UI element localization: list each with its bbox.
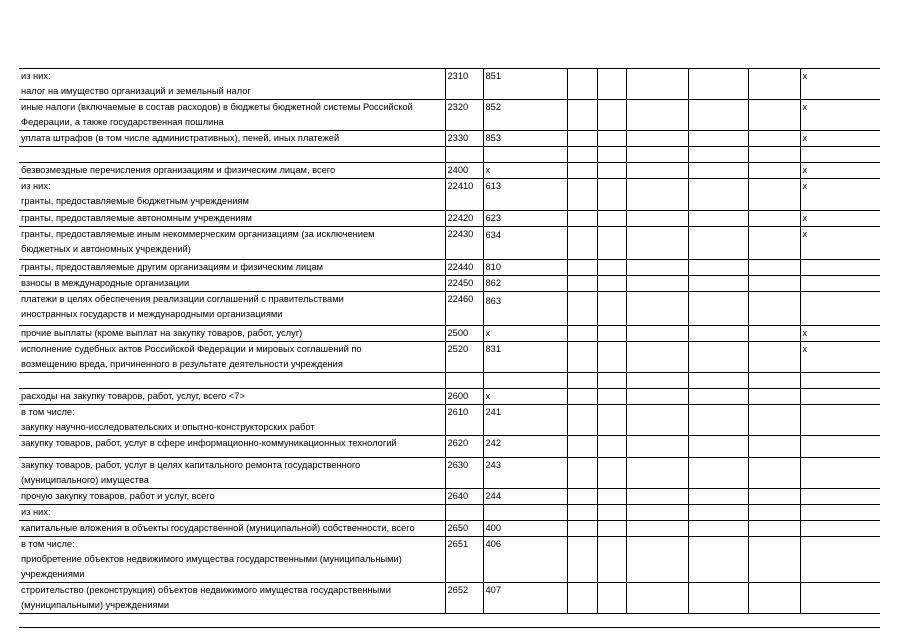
- row-empty-cell: [567, 405, 597, 436]
- row-kbk-cell: [483, 147, 567, 163]
- row-empty-cell: [597, 211, 626, 227]
- row-empty-cell: [688, 389, 748, 405]
- row-name-line: закупку товаров, работ, услуг в целях капитального ремонта государственного: [21, 460, 361, 470]
- row-empty-cell: [626, 389, 688, 405]
- row-empty-cell: [567, 179, 597, 211]
- row-empty-cell: [748, 276, 800, 292]
- row-empty-cell: [567, 211, 597, 227]
- table-body: [19, 69, 880, 614]
- table-row: [19, 373, 880, 389]
- row-empty-cell: [567, 537, 597, 583]
- row-last-cell: [800, 373, 880, 389]
- row-name-line: капитальные вложения в объекты государственной (муниципальной) собственности, всего: [21, 523, 415, 533]
- row-last-cell: x: [800, 211, 880, 227]
- row-name-cell: [19, 537, 445, 583]
- row-empty-cell: [688, 292, 748, 326]
- row-empty-cell: [567, 292, 597, 326]
- row-empty-cell: [626, 100, 688, 131]
- row-kbk-value: 400: [485, 523, 502, 533]
- table-row: [19, 583, 880, 614]
- row-empty-cell: [597, 227, 626, 260]
- row-empty-cell: [626, 326, 688, 342]
- row-name-line: в том числе:: [21, 407, 75, 417]
- row-kbk-cell: [483, 292, 567, 326]
- row-empty-cell: [597, 583, 626, 614]
- row-empty-cell: [688, 489, 748, 505]
- row-last-cell: [800, 505, 880, 521]
- row-empty-cell: [567, 583, 597, 614]
- row-code-cell: 2652: [445, 583, 483, 614]
- row-kbk-cell: [483, 521, 567, 537]
- row-kbk-cell: [483, 373, 567, 389]
- table-row: [19, 537, 880, 583]
- row-name-line: иностранных государств и международными организациями: [21, 309, 283, 319]
- row-name-line: прочие выплаты (кроме выплат на закупку товаров, работ, услуг): [21, 328, 303, 338]
- row-empty-cell: [597, 436, 626, 458]
- row-code-cell: 2320: [445, 100, 483, 131]
- row-empty-cell: [626, 342, 688, 373]
- row-empty-cell: [567, 260, 597, 276]
- row-kbk-value-second-line: 634: [485, 230, 502, 240]
- row-code-cell: 2400: [445, 163, 483, 179]
- row-empty-cell: [626, 163, 688, 179]
- row-kbk-cell: [483, 489, 567, 505]
- row-empty-cell: [748, 211, 800, 227]
- row-name-cell: [19, 227, 445, 260]
- row-kbk-cell: [483, 436, 567, 458]
- row-empty-cell: [688, 260, 748, 276]
- row-name-cell: [19, 489, 445, 505]
- row-last-cell: x: [800, 227, 880, 260]
- row-kbk-cell: [483, 131, 567, 147]
- row-kbk-value: 852: [485, 102, 502, 112]
- row-last-cell: [800, 405, 880, 436]
- row-empty-cell: [626, 179, 688, 211]
- row-code-cell: 22440: [445, 260, 483, 276]
- table-row: [19, 326, 880, 342]
- row-empty-cell: [626, 436, 688, 458]
- row-empty-cell: [748, 326, 800, 342]
- row-kbk-value: 851: [485, 71, 502, 81]
- table-row: [19, 147, 880, 163]
- row-kbk-value: 244: [485, 491, 502, 501]
- row-code-cell: 2500: [445, 326, 483, 342]
- row-name-cell: [19, 163, 445, 179]
- row-last-cell: [800, 147, 880, 163]
- row-last-cell: [800, 292, 880, 326]
- row-name-line: закупку товаров, работ, услуг в сфере информационно-коммуникационных технологий: [21, 438, 397, 448]
- row-empty-cell: [597, 69, 626, 100]
- row-empty-cell: [688, 326, 748, 342]
- row-empty-cell: [567, 326, 597, 342]
- row-kbk-cell: [483, 537, 567, 583]
- row-empty-cell: [748, 179, 800, 211]
- row-kbk-cell: [483, 505, 567, 521]
- row-name-line: гранты, предоставляемые иным некоммерческим организациям (за исключением: [21, 229, 375, 239]
- row-name-cell: [19, 292, 445, 326]
- row-code-cell: 2620: [445, 436, 483, 458]
- row-last-cell: x: [800, 342, 880, 373]
- row-name-line: платежи в целях обеспечения реализации соглашений с правительствами: [21, 294, 344, 304]
- row-name-cell: [19, 179, 445, 211]
- row-empty-cell: [567, 521, 597, 537]
- row-empty-cell: [597, 389, 626, 405]
- row-kbk-value-second-line: 863: [485, 296, 502, 306]
- table-row: [19, 131, 880, 147]
- row-code-cell: 22450: [445, 276, 483, 292]
- row-code-cell: 2600: [445, 389, 483, 405]
- row-code-cell: 22430: [445, 227, 483, 260]
- row-name-cell: [19, 458, 445, 489]
- row-empty-cell: [748, 163, 800, 179]
- row-empty-cell: [567, 489, 597, 505]
- row-kbk-cell: [483, 69, 567, 100]
- row-code-cell: 2520: [445, 342, 483, 373]
- row-empty-cell: [597, 326, 626, 342]
- row-code-cell: 22420: [445, 211, 483, 227]
- row-empty-cell: [597, 260, 626, 276]
- row-empty-cell: [626, 211, 688, 227]
- row-code-cell: 2650: [445, 521, 483, 537]
- row-last-cell: [800, 489, 880, 505]
- table-row: [19, 389, 880, 405]
- table-row: [19, 276, 880, 292]
- row-empty-cell: [597, 100, 626, 131]
- row-code-cell: 2640: [445, 489, 483, 505]
- row-empty-cell: [567, 147, 597, 163]
- row-code-cell: 22460: [445, 292, 483, 326]
- row-empty-cell: [626, 131, 688, 147]
- row-empty-cell: [748, 489, 800, 505]
- row-empty-cell: [567, 458, 597, 489]
- row-kbk-value: 243: [485, 460, 502, 470]
- row-empty-cell: [688, 131, 748, 147]
- row-empty-cell: [626, 405, 688, 436]
- row-name-line: [21, 373, 443, 388]
- row-last-cell: [800, 458, 880, 489]
- row-kbk-value: 623: [485, 213, 502, 223]
- row-empty-cell: [688, 436, 748, 458]
- row-kbk-value: 831: [485, 344, 502, 354]
- row-empty-cell: [688, 373, 748, 389]
- row-code-cell: 22410: [445, 179, 483, 211]
- row-name-line: взносы в международные организации: [21, 278, 190, 288]
- table-row: [19, 342, 880, 373]
- table-row: [19, 211, 880, 227]
- row-empty-cell: [567, 227, 597, 260]
- row-kbk-cell: [483, 163, 567, 179]
- row-empty-cell: [567, 342, 597, 373]
- row-name-line: из них:: [21, 71, 51, 81]
- table-bottom-border: [19, 627, 880, 628]
- row-code-cell: 2330: [445, 131, 483, 147]
- row-empty-cell: [626, 276, 688, 292]
- row-kbk-value-second-line: 613: [485, 181, 502, 191]
- row-name-cell: [19, 276, 445, 292]
- row-last-cell: [800, 583, 880, 614]
- row-last-cell: [800, 537, 880, 583]
- row-name-cell: [19, 211, 445, 227]
- row-empty-cell: [688, 100, 748, 131]
- row-last-cell: [800, 436, 880, 458]
- row-name-cell: [19, 505, 445, 521]
- row-empty-cell: [688, 163, 748, 179]
- row-name-line: в том числе:: [21, 539, 75, 549]
- table-row: [19, 405, 880, 436]
- row-name-cell: [19, 405, 445, 436]
- row-empty-cell: [688, 179, 748, 211]
- row-kbk-value: 241: [485, 407, 502, 417]
- row-empty-cell: [748, 537, 800, 583]
- row-empty-cell: [688, 505, 748, 521]
- row-name-line: гранты, предоставляемые автономным учреждениям: [21, 213, 252, 223]
- row-kbk-cell: [483, 227, 567, 260]
- row-empty-cell: [748, 292, 800, 326]
- row-empty-cell: [597, 505, 626, 521]
- row-last-cell: [800, 389, 880, 405]
- row-name-cell: [19, 436, 445, 458]
- row-name-line: бюджетных и автономных учреждений): [21, 244, 191, 254]
- row-empty-cell: [597, 163, 626, 179]
- row-kbk-value: 853: [485, 133, 502, 143]
- row-kbk-value: 862: [485, 278, 502, 288]
- row-empty-cell: [688, 147, 748, 163]
- row-code-cell: [445, 373, 483, 389]
- row-empty-cell: [748, 69, 800, 100]
- row-empty-cell: [597, 537, 626, 583]
- row-name-cell: [19, 326, 445, 342]
- row-name-line: из них:: [21, 507, 51, 517]
- row-empty-cell: [748, 131, 800, 147]
- table-row: [19, 489, 880, 505]
- row-empty-cell: [626, 521, 688, 537]
- table-row: [19, 69, 880, 100]
- row-empty-cell: [626, 505, 688, 521]
- row-code-cell: 2630: [445, 458, 483, 489]
- row-name-cell: [19, 342, 445, 373]
- row-empty-cell: [567, 69, 597, 100]
- row-name-line: (муниципальными) учреждениями: [21, 600, 170, 610]
- table-row: [19, 458, 880, 489]
- row-kbk-cell: [483, 276, 567, 292]
- row-empty-cell: [688, 342, 748, 373]
- row-name-cell: [19, 69, 445, 100]
- row-empty-cell: [597, 131, 626, 147]
- row-kbk-cell: [483, 326, 567, 342]
- table-row: [19, 100, 880, 131]
- row-empty-cell: [748, 505, 800, 521]
- row-empty-cell: [597, 373, 626, 389]
- row-empty-cell: [626, 227, 688, 260]
- row-empty-cell: [567, 100, 597, 131]
- row-kbk-cell: [483, 100, 567, 131]
- row-empty-cell: [688, 405, 748, 436]
- budget-table-sheet: [19, 68, 880, 614]
- row-empty-cell: [597, 458, 626, 489]
- row-kbk-value: x: [485, 328, 491, 338]
- row-kbk-cell: [483, 342, 567, 373]
- row-name-line: закупку научно-исследовательских и опытно-конструкторских работ: [21, 422, 315, 432]
- row-kbk-value: 242: [485, 438, 502, 448]
- row-name-cell: [19, 100, 445, 131]
- row-kbk-value: 406: [485, 539, 502, 549]
- row-kbk-cell: [483, 260, 567, 276]
- row-empty-cell: [626, 147, 688, 163]
- row-empty-cell: [688, 537, 748, 583]
- row-empty-cell: [748, 458, 800, 489]
- row-name-line: иные налоги (включаемые в состав расходов) в бюджеты бюджетной системы Российской: [21, 102, 413, 112]
- row-empty-cell: [626, 489, 688, 505]
- row-empty-cell: [688, 521, 748, 537]
- row-empty-cell: [748, 342, 800, 373]
- row-empty-cell: [567, 436, 597, 458]
- row-name-line: строительство (реконструкция) объектов недвижимого имущества государственными: [21, 585, 391, 595]
- row-kbk-value: x: [485, 391, 491, 401]
- row-name-line: учреждениями: [21, 569, 85, 579]
- row-name-line: приобретение объектов недвижимого имущества государственными (муниципальными): [21, 554, 402, 564]
- row-last-cell: x: [800, 131, 880, 147]
- row-empty-cell: [567, 505, 597, 521]
- row-empty-cell: [626, 260, 688, 276]
- row-name-line: исполнение судебных актов Российской Федерации и мировых соглашений по: [21, 344, 362, 354]
- row-code-cell: 2610: [445, 405, 483, 436]
- row-name-cell: [19, 260, 445, 276]
- row-name-cell: [19, 147, 445, 163]
- budget-expenses-table: [19, 68, 880, 614]
- row-name-cell: [19, 389, 445, 405]
- row-empty-cell: [626, 458, 688, 489]
- row-empty-cell: [626, 373, 688, 389]
- row-last-cell: x: [800, 100, 880, 131]
- row-empty-cell: [748, 147, 800, 163]
- table-row: [19, 227, 880, 260]
- row-empty-cell: [597, 489, 626, 505]
- row-empty-cell: [688, 211, 748, 227]
- row-kbk-cell: [483, 458, 567, 489]
- row-empty-cell: [748, 389, 800, 405]
- table-row: [19, 179, 880, 211]
- row-kbk-cell: [483, 583, 567, 614]
- row-kbk-cell: [483, 405, 567, 436]
- row-name-line: налог на имущество организаций и земельный налог: [21, 86, 251, 96]
- row-name-line: [21, 147, 443, 162]
- table-row: [19, 163, 880, 179]
- row-empty-cell: [748, 373, 800, 389]
- row-empty-cell: [567, 389, 597, 405]
- row-empty-cell: [567, 373, 597, 389]
- row-empty-cell: [688, 69, 748, 100]
- row-empty-cell: [688, 276, 748, 292]
- row-empty-cell: [688, 227, 748, 260]
- row-last-cell: x: [800, 163, 880, 179]
- row-empty-cell: [597, 276, 626, 292]
- row-code-cell: [445, 505, 483, 521]
- row-last-cell: [800, 260, 880, 276]
- row-empty-cell: [597, 292, 626, 326]
- row-code-cell: [445, 147, 483, 163]
- row-name-line: прочую закупку товаров, работ и услуг, всего: [21, 491, 215, 501]
- row-kbk-cell: [483, 179, 567, 211]
- row-name-cell: [19, 373, 445, 389]
- row-name-line: (муниципального) имущества: [21, 475, 149, 485]
- row-kbk-cell: [483, 211, 567, 227]
- row-empty-cell: [597, 342, 626, 373]
- table-row: [19, 521, 880, 537]
- table-row: [19, 260, 880, 276]
- row-empty-cell: [626, 292, 688, 326]
- row-name-line: расходы на закупку товаров, работ, услуг, всего <7>: [21, 391, 245, 401]
- row-empty-cell: [597, 405, 626, 436]
- row-empty-cell: [748, 227, 800, 260]
- row-empty-cell: [597, 521, 626, 537]
- row-empty-cell: [626, 69, 688, 100]
- row-last-cell: x: [800, 69, 880, 100]
- row-name-line: возмещению вреда, причиненного в результате деятельности учреждения: [21, 359, 343, 369]
- row-empty-cell: [688, 583, 748, 614]
- row-empty-cell: [567, 163, 597, 179]
- row-empty-cell: [688, 458, 748, 489]
- row-name-cell: [19, 131, 445, 147]
- table-row: [19, 505, 880, 521]
- row-kbk-value: 810: [485, 262, 502, 272]
- row-name-line: безвозмездные перечисления организациям и физическим лицам, всего: [21, 165, 336, 175]
- row-name-cell: [19, 583, 445, 614]
- row-empty-cell: [626, 537, 688, 583]
- row-empty-cell: [748, 405, 800, 436]
- row-empty-cell: [748, 260, 800, 276]
- row-name-line: из них:: [21, 181, 51, 191]
- row-kbk-cell: [483, 389, 567, 405]
- row-name-line: Федерации, а также государственная пошлина: [21, 117, 224, 127]
- table-row: [19, 292, 880, 326]
- row-last-cell: [800, 521, 880, 537]
- row-empty-cell: [748, 583, 800, 614]
- row-name-line: гранты, предоставляемые бюджетным учреждениям: [21, 196, 249, 206]
- row-kbk-value: x: [485, 165, 491, 175]
- row-last-cell: x: [800, 179, 880, 211]
- row-empty-cell: [748, 100, 800, 131]
- row-empty-cell: [626, 583, 688, 614]
- row-code-cell: 2310: [445, 69, 483, 100]
- row-empty-cell: [597, 179, 626, 211]
- row-last-cell: [800, 276, 880, 292]
- row-kbk-value: 407: [485, 585, 502, 595]
- row-name-line: гранты, предоставляемые другим организациям и физическим лицам: [21, 262, 324, 272]
- row-empty-cell: [748, 521, 800, 537]
- row-empty-cell: [567, 131, 597, 147]
- row-code-cell: 2651: [445, 537, 483, 583]
- row-empty-cell: [748, 436, 800, 458]
- row-empty-cell: [597, 147, 626, 163]
- row-empty-cell: [567, 276, 597, 292]
- row-last-cell: x: [800, 326, 880, 342]
- row-name-line: уплата штрафов (в том числе административных), пеней, иных платежей: [21, 133, 340, 143]
- row-name-cell: [19, 521, 445, 537]
- table-row: [19, 436, 880, 458]
